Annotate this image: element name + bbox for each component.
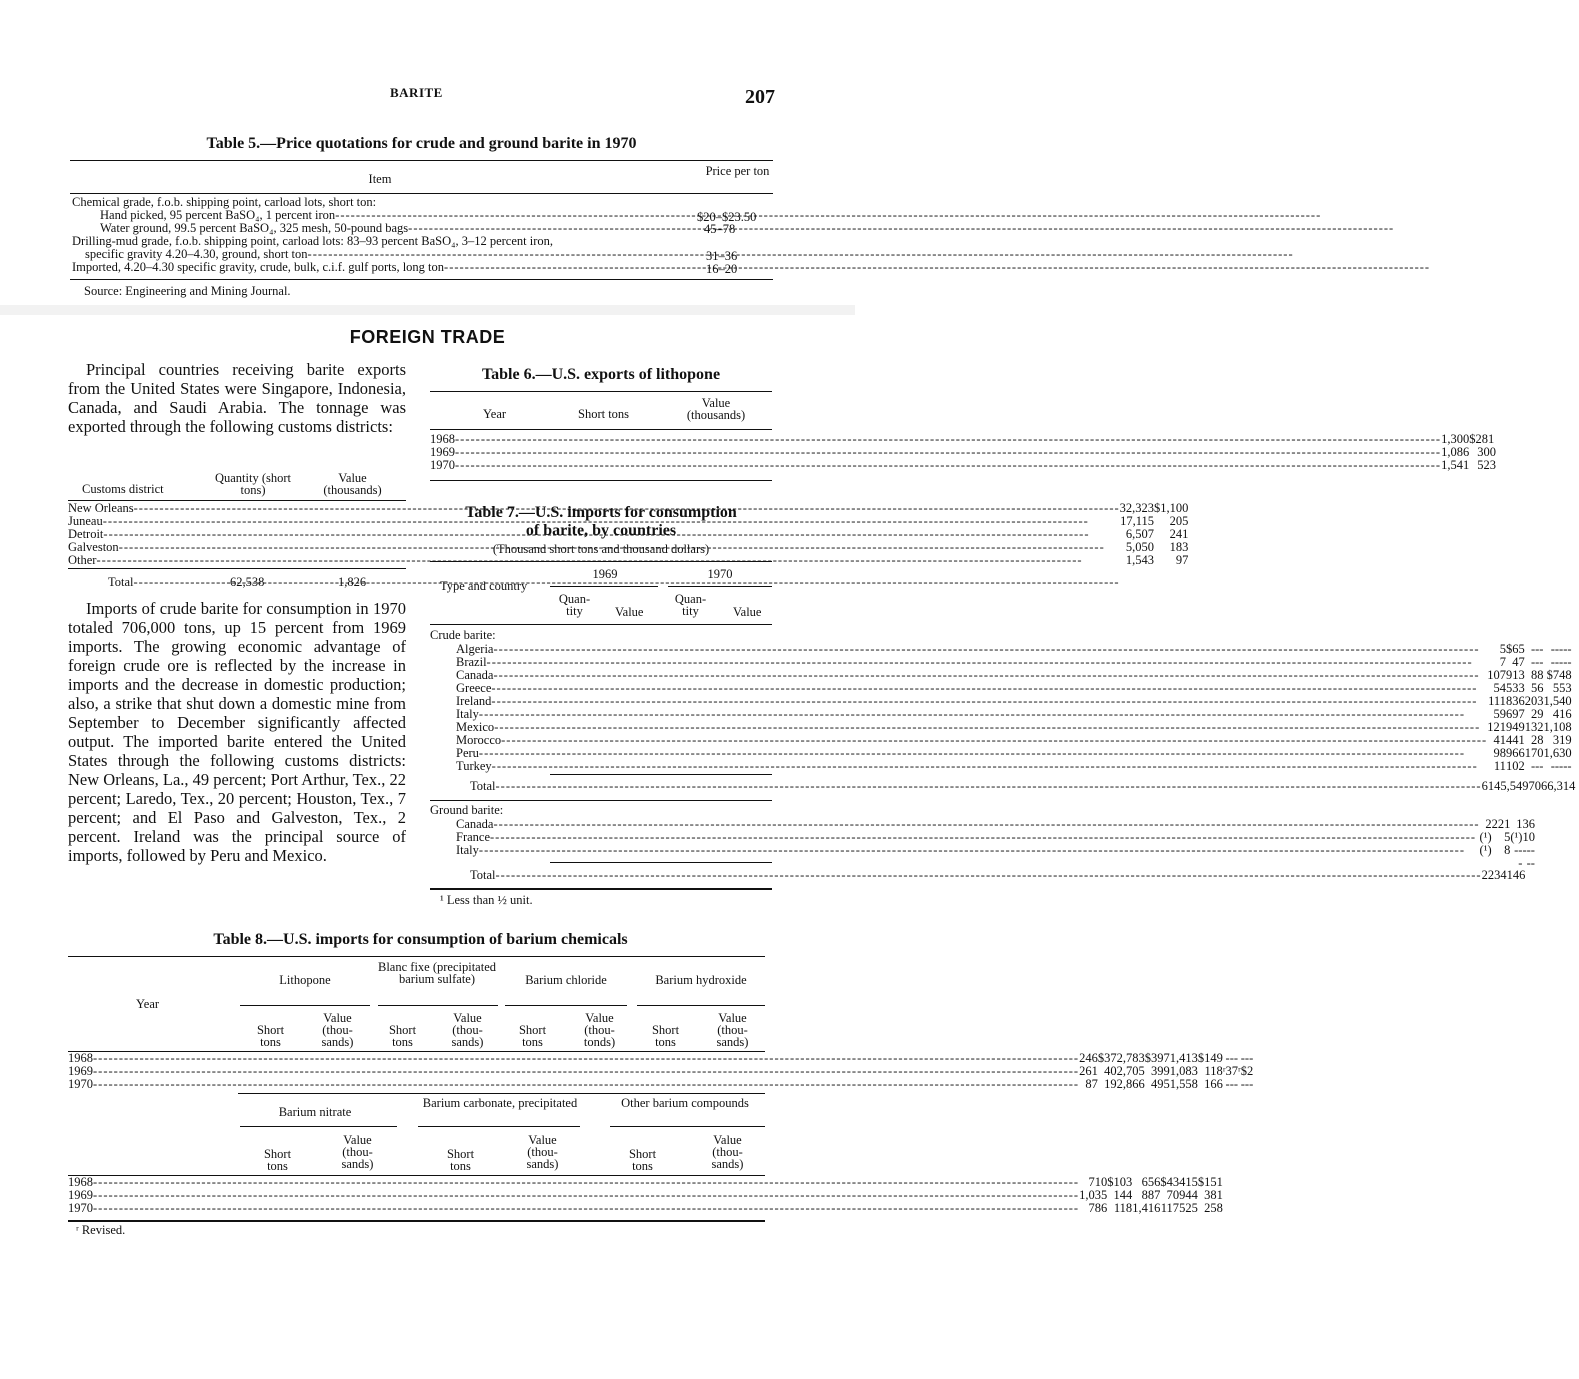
table5-source: Source: Engineering and Mining Journal.: [84, 284, 291, 298]
table-row: Peru ----- 98 966 170 1,630: [430, 747, 1576, 760]
page-number: 207: [745, 86, 775, 108]
table8-short-tons-1: Short tons: [256, 1023, 285, 1049]
table7-ground-label: Ground barite:: [430, 803, 504, 817]
table8-group-barium-hydroxide: Barium hydroxide: [655, 973, 747, 987]
table6-col-year: Year: [483, 407, 507, 421]
table7-col-value-1970: Value: [733, 605, 762, 619]
table-row: Mexico ----- 121 949 132 1,108: [430, 721, 1576, 734]
table-row: Galveston ----- 5,050 183: [68, 541, 1188, 554]
table8-short-tons-3: Short tons: [518, 1023, 547, 1049]
table8-value-6: Value (thou- sands): [526, 1133, 559, 1171]
paragraph-exports: Principal countries receiving barite exports from the United States were Singapore, Indonesia, Canada, and Saudi Arabia. The tonnage was exported through the following customs districts:: [68, 360, 406, 436]
table-row: Canada ----- 2 221 1 36: [430, 818, 1539, 831]
table-row: 1968 ----- 246 $37 2,783 $397 1,413 $149 --- ---: [68, 1052, 1253, 1065]
table8-value-2: Value (thou- sands): [451, 1011, 484, 1049]
table-row: Italy ----- (¹) 8 --- -----: [430, 844, 1539, 870]
table8-value-1: Value (thou- sands): [321, 1011, 354, 1049]
customs-total-quantity: 62,538: [230, 575, 265, 589]
table8-value-5: Value (thou- sands): [341, 1133, 374, 1171]
table8-rows-2: [68, 1176, 1223, 1215]
table6-col-tons: Short tons: [578, 407, 630, 421]
table8-col-year: Year: [136, 997, 160, 1011]
table-row: Total ----- 614 5,549 706 6,314: [430, 780, 1579, 793]
table5-row-3: Water ground, 99.5 percent BaSO₄, 325 mesh, 50-pound bags -----: [100, 222, 688, 235]
paragraph-imports: Imports of crude barite for consumption in 1970 totaled 706,000 tons, up 15 percent from 1969 imports. The growing economic advantage of foreign crude ore is reflected by the increase in imports and the decrease in domestic production; also, a strike that shut down a domestic mine from September to December significantly affected output. The imported barite entered the United States through the following customs districts: New Orleans, La., 49 percent; Port Arthur, Tex., 22 percent; Laredo, Tex., 20 percent; Houston, Tex., 7 percent; and El Paso and Galveston, Tex., 2 percent. Ireland was the principal source of imports, followed by Peru and Mexico.: [68, 599, 406, 865]
table5-row-1: Chemical grade, f.o.b. shipping point, carload lots, short ton:: [72, 195, 377, 209]
table-row: 1969 ----- 261 40 2,705 399 1,083 118 ʳ37 ʳ$2: [68, 1065, 1253, 1078]
running-title: BARITE: [390, 85, 443, 100]
table-row: Algeria ----- 5 $65 --- -----: [430, 643, 1576, 656]
table8-value-4: Value (thou- sands): [716, 1011, 749, 1049]
table-row: 1969 ----- 1,086 300: [430, 446, 1496, 459]
table7-year-1970: 1970: [707, 567, 733, 581]
table-row: 1968 ----- 710 $103 656 $43 415 $151: [68, 1176, 1223, 1189]
table5-col-price: Price per ton: [705, 164, 770, 178]
table5-col-item: Item: [368, 172, 392, 186]
table8-value-3: Value (thou- tonds): [583, 1011, 616, 1049]
table5-row-2: Hand picked, 95 percent BaSO₄, 1 percent iron -----: [100, 209, 688, 222]
table-row: Italy ----- 59 697 29 416: [430, 708, 1576, 721]
table5-title: Table 5.—Price quotations for crude and ground barite in 1970: [206, 135, 637, 152]
table6-col-value: Value (thousands): [686, 396, 746, 422]
customs-col-district: Customs district: [82, 482, 164, 496]
customs-total-label: Total -----: [108, 576, 204, 589]
table-row: Other ----- 1,543 97: [68, 554, 1188, 567]
table-row: Morocco ----- 41 441 28 319: [430, 734, 1576, 747]
table-row: New Orleans ----- 32,323 $1,100: [68, 502, 1188, 515]
table7-footnote: ¹ Less than ½ unit.: [440, 893, 533, 907]
table-row: 1968 ----- 1,300 $281: [430, 433, 1496, 446]
table5-row-6: Imported, 4.20–4.30 specific gravity, crude, bulk, c.i.f. gulf ports, long ton -----: [72, 261, 688, 274]
table-row: France ----- (¹) 5 (¹) 10: [430, 831, 1539, 844]
table-row: Turkey ----- 11 102 --- -----: [430, 760, 1576, 773]
table7-subtitle: (Thousand short tons and thousand dollars): [492, 542, 710, 556]
table8-value-7: Value (thou- sands): [711, 1133, 744, 1171]
customs-col-quantity: Quantity (short tons): [214, 471, 292, 497]
table8-short-tons-2: Short tons: [388, 1023, 417, 1049]
table-row: Detroit ----- 6,507 241: [68, 528, 1188, 541]
customs-col-value: Value (thousands): [323, 471, 382, 497]
table8-group-barium-chloride: Barium chloride: [525, 973, 607, 987]
table5-price-3: 45–78: [704, 222, 736, 236]
table-row: Total ----- 2 234 1 46: [430, 869, 1529, 882]
table5-price-6: 16–20: [706, 262, 738, 276]
table7-col-qty-1970: Quan- tity: [674, 592, 707, 618]
table8-group-barium-nitrate: Barium nitrate: [278, 1105, 352, 1119]
table-row: Canada ----- 107 913 88 $748: [430, 669, 1576, 682]
table-row: Brazil ----- 7 47 --- -----: [430, 656, 1576, 669]
table7-crude-total: [430, 780, 1579, 793]
table7-crude-rows: [430, 643, 1576, 773]
table7-ground-total: [430, 869, 1529, 882]
table7-year-1969: 1969: [592, 567, 618, 581]
table8-footnote: ʳ Revised.: [76, 1223, 126, 1237]
table8-group-blanc-fixe: Blanc fixe (precipitated barium sulfate): [378, 960, 496, 986]
table-row: 1970 ----- 786 118 1,416 117 525 258: [68, 1202, 1223, 1215]
table6-rows: [430, 433, 1496, 472]
table-row: 1970 ----- 87 19 2,866 495 1,558 166 --- ---: [68, 1078, 1253, 1091]
table5-price-5: 31–36: [706, 249, 738, 263]
table7-crude-label: Crude barite:: [430, 628, 496, 642]
table5-row-5: specific gravity 4.20–4.30, ground, short ton -----: [85, 248, 688, 261]
table8-group-lithopone: Lithopone: [279, 973, 331, 987]
table7-col-value-1969: Value: [615, 605, 644, 619]
table7-title: Table 7.—U.S. imports for consumption of barite, by countries: [465, 504, 737, 539]
table8-group-barium-carbonate: Barium carbonate, precipitated: [422, 1096, 578, 1110]
table8-group-other-barium: Other barium compounds: [621, 1096, 749, 1110]
table-row: 1970 ----- 1,541 523: [430, 459, 1496, 472]
table8-short-tons-4: Short tons: [651, 1023, 680, 1049]
table-row: Ireland ----- 111 836 203 1,540: [430, 695, 1576, 708]
table8-short-tons-5: Short tons: [263, 1147, 292, 1173]
table6-title: Table 6.—U.S. exports of lithopone: [481, 366, 721, 383]
table8-title: Table 8.—U.S. imports for consumption of barium chemicals: [213, 931, 628, 948]
table8-short-tons-7: Short tons: [628, 1147, 657, 1173]
customs-total-value: 1,826: [338, 575, 367, 589]
section-heading: FOREIGN TRADE: [349, 327, 506, 347]
table8-rows-1: [68, 1052, 1253, 1091]
table7-col-type: Type and country: [440, 579, 528, 593]
table5-price-2: $20–$23.50: [697, 210, 757, 224]
table-row: Juneau ----- 17,115 205: [68, 515, 1188, 528]
table-row: Greece ----- 54 533 56 553: [430, 682, 1576, 695]
table7-col-qty-1969: Quan- tity: [558, 592, 591, 618]
table5-row-4: Drilling-mud grade, f.o.b. shipping point, carload lots: 83–93 percent BaSO₄, 3–12 percent iron,: [72, 234, 553, 248]
table8-short-tons-6: Short tons: [446, 1147, 475, 1173]
table-row: 1969 ----- 1,035 144 887 70 944 381: [68, 1189, 1223, 1202]
